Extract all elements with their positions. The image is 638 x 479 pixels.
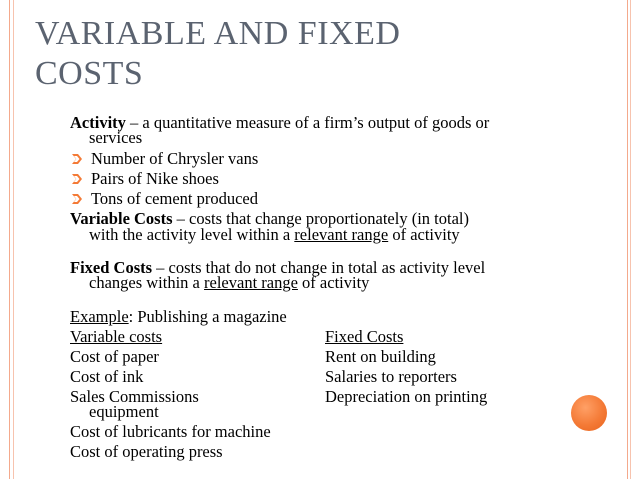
fixed-cost-item: Depreciation on printing	[325, 387, 488, 406]
activity-term: Activity	[70, 113, 126, 132]
left-rule-line-inner	[13, 0, 14, 479]
bullet-text: Tons of cement produced	[91, 189, 258, 208]
bullet-arrow-icon	[70, 192, 84, 206]
example-label: Example	[70, 307, 129, 326]
relevant-range-link: relevant range	[204, 273, 298, 292]
example-text: : Publishing a magazine	[128, 307, 287, 326]
example-line	[70, 308, 287, 326]
bullet-text: Number of Chrysler vans	[91, 149, 259, 168]
bullet-text: Pairs of Nike shoes	[91, 169, 219, 188]
variable-term: Variable Costs	[70, 209, 173, 228]
bullet-item	[70, 190, 258, 208]
bullet-item	[70, 170, 219, 188]
variable-definition-3: of activity	[388, 225, 460, 244]
variable-cost-item: Cost of ink	[70, 367, 144, 386]
fixed-definition: – costs that do not change in total as activity level	[152, 258, 486, 277]
activity-definition: – a quantitative measure of a firm’s output of goods or	[125, 113, 490, 132]
fixed-cost-item-wrap: equipment	[89, 402, 159, 421]
left-rule-line	[9, 0, 10, 479]
variable-definition-2: with the activity level within a	[89, 225, 295, 244]
variable-definition: – costs that change proportionately (in total)	[172, 209, 469, 228]
variable-cost-item: Cost of operating press	[70, 442, 223, 461]
variable-cost-item: Sales Commissions	[70, 387, 199, 406]
bullet-arrow-icon	[70, 172, 84, 186]
slide-title	[35, 14, 595, 94]
bullet-arrow-icon	[70, 152, 84, 166]
fixed-term: Fixed Costs	[70, 258, 153, 277]
bullet-item	[70, 150, 258, 168]
fixed-cost-item: Rent on building	[325, 347, 436, 366]
right-rule-line-inner	[630, 0, 631, 479]
variable-cost-item: Cost of paper	[70, 347, 159, 366]
title-line-1: VARIABLE AND FIXED	[35, 15, 401, 52]
decorative-orange-orb	[571, 395, 607, 431]
fixed-definition-2: changes within a	[89, 273, 205, 292]
fixed-costs-header: Fixed Costs	[325, 327, 404, 346]
fixed-line-2	[89, 274, 369, 292]
variable-costs-header: Variable costs	[70, 327, 163, 346]
title-line-2: COSTS	[35, 55, 144, 92]
variable-line-2	[89, 226, 460, 244]
activity-line-2: services	[89, 128, 143, 147]
fixed-cost-item: Salaries to reporters	[325, 367, 457, 386]
relevant-range-link: relevant range	[294, 225, 389, 244]
variable-cost-item: Cost of lubricants for machine	[70, 422, 271, 441]
fixed-definition-3: of activity	[297, 273, 370, 292]
right-rule-line	[627, 0, 628, 479]
